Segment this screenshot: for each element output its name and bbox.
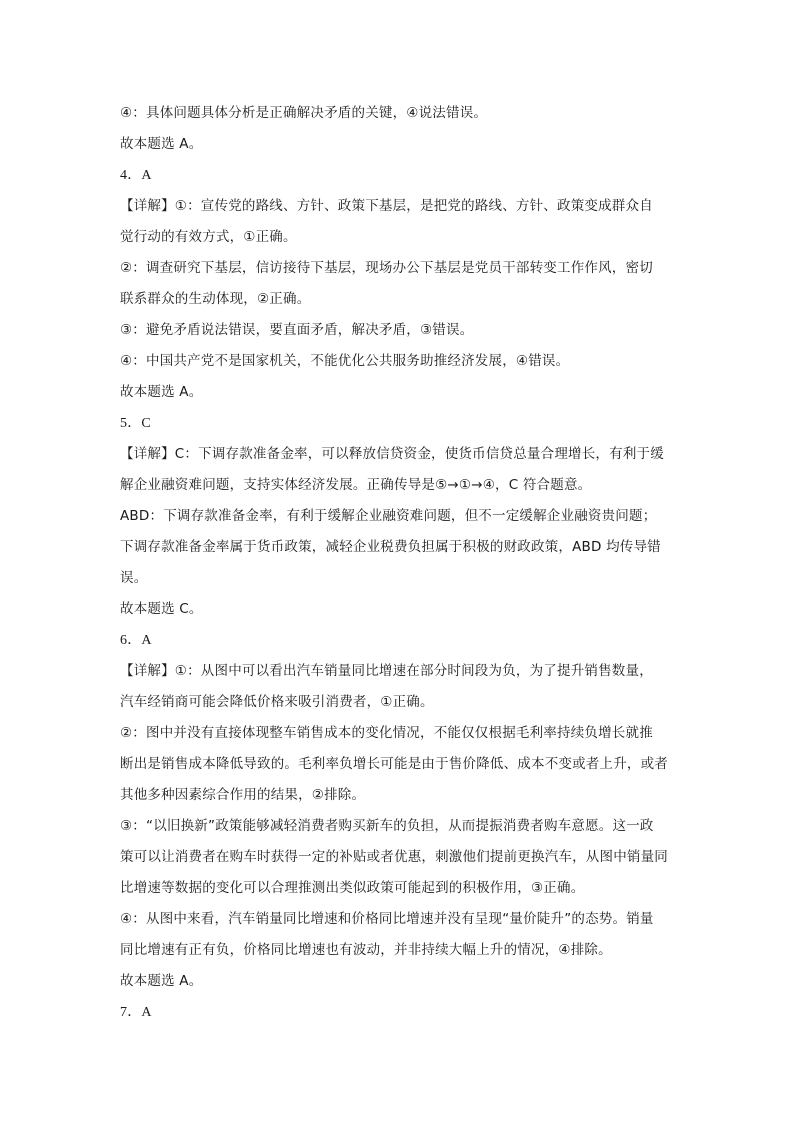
- text-line: 汽车经销商可能会降低价格来吸引消费者，①正确。: [120, 694, 434, 710]
- text-line: 故本题选 A。: [120, 973, 203, 989]
- text-line: 【详解】①：从图中可以看出汽车销量同比增速在部分时间段为负，为了提升销售数量，: [120, 663, 653, 679]
- text-line: ②：调查研究下基层，信访接待下基层，现场办公下基层是党员干部转变工作作风，密切: [120, 260, 653, 276]
- text-line: ②：图中并没有直接体现整车销售成本的变化情况，不能仅仅根据毛利率持续负增长就推: [120, 725, 653, 741]
- text-line: 故本题选 A。: [120, 384, 203, 400]
- text-line: ③：“以旧换新”政策能够减轻消费者购买新车的负担，从而提振消费者购车意愿。这一政: [120, 818, 654, 834]
- text-line: 【详解】①：宣传党的路线、方针、政策下基层，是把党的路线、方针、政策变成群众自: [120, 198, 653, 214]
- text-line: 下调存款准备金率属于货币政策，减轻企业税费负担属于积极的财政政策，ABD 均传导错: [120, 539, 661, 555]
- text-line: 其他多种因素综合作用的结果，②排除。: [120, 787, 366, 803]
- text-line: 觉行动的有效方式，①正确。: [120, 229, 297, 245]
- text-line: 策可以让消费者在购车时获得一定的补贴或者优惠，刺激他们提前更换汽车，从图中销量同: [120, 849, 668, 865]
- question-number: 5．C: [120, 416, 151, 431]
- question-number: 7．A: [120, 1005, 152, 1020]
- text-line: 比增速等数据的变化可以合理推测出类似政策可能起到的积极作用，③正确。: [120, 880, 585, 896]
- text-line: 故本题选 C。: [120, 601, 203, 617]
- text-line: ④：中国共产党不是国家机关，不能优化公共服务助推经济发展，④错误。: [120, 353, 570, 369]
- text-line: 同比增速有正有负，价格同比增速也有波动，并非持续大幅上升的情况，④排除。: [120, 942, 612, 958]
- question-number: 6．A: [120, 633, 152, 648]
- text-line: 故本题选 A。: [120, 136, 203, 152]
- text-line: 【详解】C：下调存款准备金率，可以释放信贷资金，使货币信贷总量合理增长，有利于缓: [120, 446, 664, 462]
- text-line: 误。: [120, 570, 148, 586]
- answer-text-block: [120, 98, 680, 1028]
- text-line: ④：从图中来看，汽车销量同比增速和价格同比增速并没有呈现“量价陡升”的态势。销量: [120, 911, 654, 927]
- text-line: 断出是销售成本降低导致的。毛利率负增长可能是由于售价降低、成本不变或者上升，或者: [120, 756, 668, 772]
- text-line: ③：避免矛盾说法错误，要直面矛盾，解决矛盾，③错误。: [120, 322, 474, 338]
- text-line: 联系群众的生动体现，②正确。: [120, 291, 311, 307]
- text-line: ABD：下调存款准备金率，有利于缓解企业融资难问题，但不一定缓解企业融资贵问题；: [120, 508, 657, 524]
- text-line: ④：具体问题具体分析是正确解决矛盾的关键，④说法错误。: [120, 105, 488, 121]
- question-number: 4．A: [120, 168, 152, 183]
- text-line: 解企业融资难问题，支持实体经济发展。正确传导是⑤→①→④，C 符合题意。: [120, 477, 592, 493]
